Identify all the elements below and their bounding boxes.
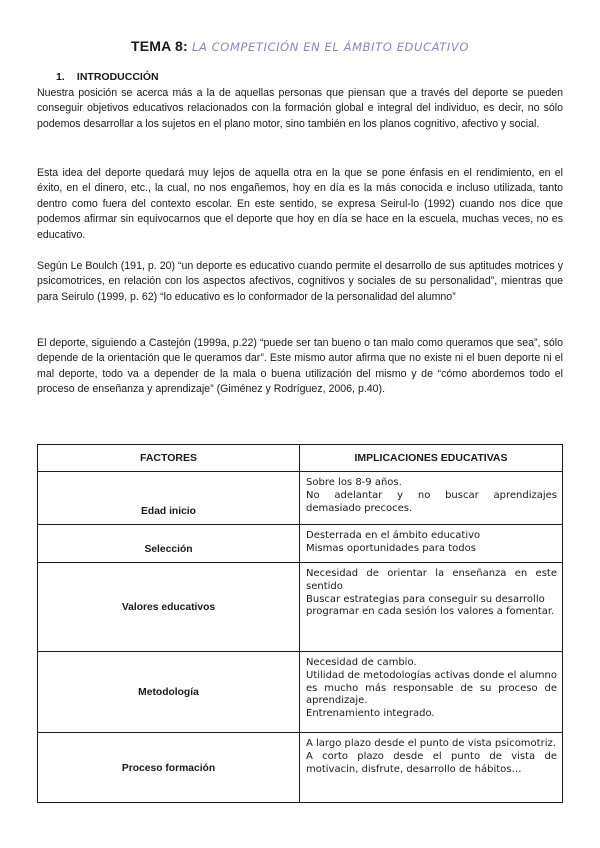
implication-line: Necesidad de cambio. <box>306 657 417 668</box>
section-number: 1. <box>56 71 65 83</box>
column-header-implicaciones: IMPLICACIONES EDUCATIVAS <box>300 445 563 472</box>
implication-cell <box>300 525 563 563</box>
paragraph: Según Le Boulch (191, p. 20) “un deporte es educativo cuando permite el desarrollo de sus aptitudes motrices y psicomotrices, en relación con los aspectos afectivos, cognitivos y sociales de su personalidad”, mientras que para Seirulo (1999, p. 62) “lo educativo es lo conformador de la personalidad del alumno” <box>37 260 563 303</box>
implication-cell <box>300 733 563 803</box>
implication-line: Entrenamiento integrado. <box>306 708 435 720</box>
table-row <box>38 652 563 733</box>
table-header-row <box>38 445 563 472</box>
implication-line: Desterrada en el ámbito educativo <box>306 530 481 541</box>
implication-cell <box>300 563 563 652</box>
factor-cell: Valores educativos <box>38 563 300 652</box>
implication-line: Necesidad de orientar la enseñanza en este sentido <box>306 568 557 592</box>
implication-line: programar en cada sesión los valores a fomentar. <box>306 606 555 618</box>
table-row <box>38 472 563 525</box>
section-label: INTRODUCCIÓN <box>76 71 159 83</box>
page-title <box>0 38 600 54</box>
implication-line: A largo plazo desde el punto de vista psicomotriz. <box>306 738 556 749</box>
paragraph: El deporte, siguiendo a Castejón (1999a, p.22) “puede ser tan bueno o tan malo como queramos que sea”, sólo depende de la orientación que le queramos dar”. Este mismo autor afirma que no existe ni el buen deporte ni el mal deporte, todo va a depender de la mala o buena utilización del mismo y de “cómo abordemos todo el proceso de enseñanza y aprendizaje” (Giménez y Rodríguez, 2006, p.40). <box>37 337 563 396</box>
column-header-factores: FACTORES <box>38 445 300 472</box>
title-main: TEMA 8: <box>130 38 188 54</box>
implication-cell <box>300 652 563 733</box>
implication-cell <box>300 472 563 525</box>
table-row <box>38 525 563 563</box>
implication-line: Buscar estrategias para conseguir su desarrollo <box>306 593 545 605</box>
table-row <box>38 733 563 803</box>
factor-cell: Metodología <box>38 652 300 733</box>
implication-line: A corto plazo desde el punto de vista de motivacin, disfrute, desarrollo de hábitos… <box>306 750 557 775</box>
factors-table <box>37 444 563 803</box>
implication-line: Sobre los 8-9 años. <box>306 477 402 488</box>
paragraph: Esta idea del deporte quedará muy lejos de aquella otra en la que se pone énfasis en el rendimiento, en el éxito, en el dinero, etc., la cual, no nos engañemos, hoy en día es la más conocida e incluso utilizada, tanto dentro como fuera del contexto escolar. En este sentido, se expresa Seirul-lo (1992) cuando nos dice que podemos afirmar sin equivocarnos que el deporte que hoy en día se hace en la escuela, muchas veces, no es educativo. <box>37 167 563 241</box>
implication-line: Utilidad de metodologías activas donde el alumno es mucho más responsable de su proceso de aprendizaje. <box>306 669 557 707</box>
table-row <box>38 563 563 652</box>
implication-line: Mismas oportunidades para todos <box>306 542 476 554</box>
section-heading <box>56 71 159 83</box>
factor-cell: Selección <box>38 525 300 563</box>
factor-cell: Edad inicio <box>38 472 300 525</box>
implication-line: No adelantar y no buscar aprendizajes demasiado precoces. <box>306 489 557 514</box>
title-subtitle: LA COMPETICIÓN EN EL ÁMBITO EDUCATIVO <box>191 40 470 54</box>
paragraph: Nuestra posición se acerca más a la de aquellas personas que piensan que a través del deporte se pueden conseguir objetivos educativos relacionados con la formación global e integral del individuo, es decir, no sólo podemos desarrollar a los sujetos en el plano motor, sino también en los planos cognitivo, afectivo y social. <box>37 87 563 130</box>
factor-cell: Proceso formación <box>38 733 300 803</box>
